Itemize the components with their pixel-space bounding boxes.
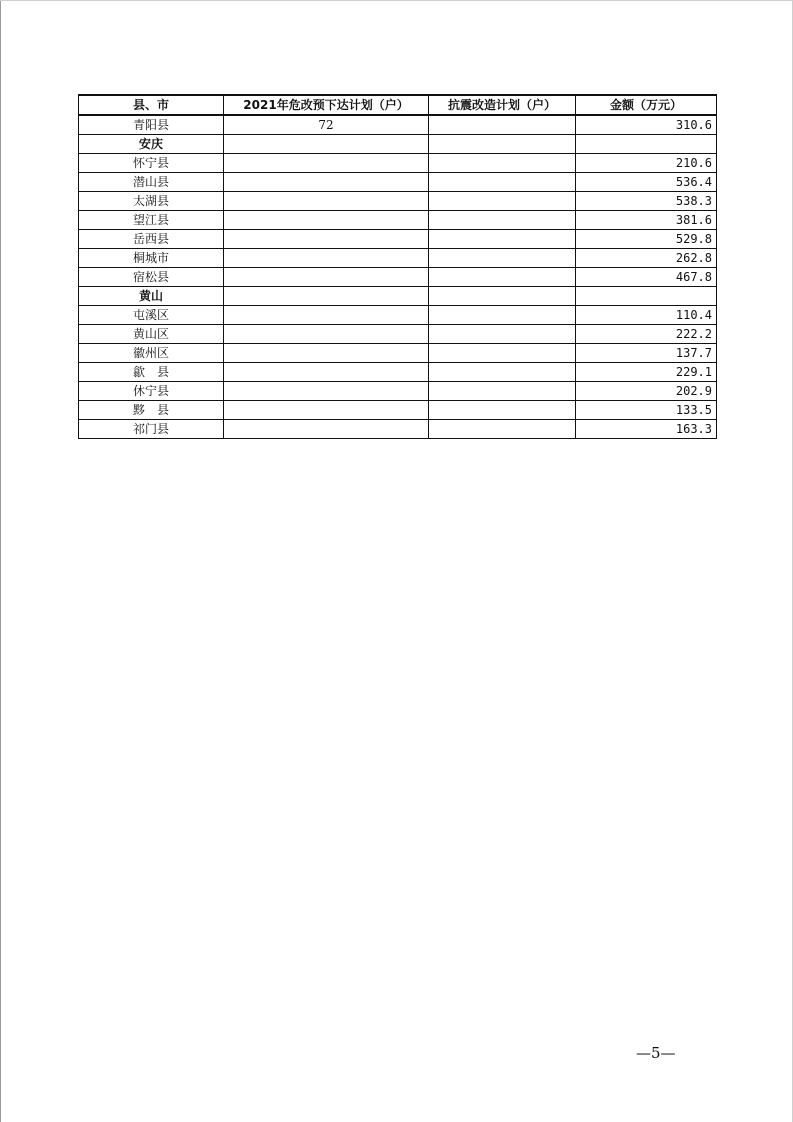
amount-cell: [576, 287, 717, 306]
quake-plan-cell: [429, 344, 576, 363]
amount-cell: 467.8: [576, 268, 717, 287]
quake-plan-cell: [429, 306, 576, 325]
amount-cell: 262.8: [576, 249, 717, 268]
table-row: [79, 325, 717, 344]
page-border: [0, 0, 1, 1122]
quake-plan-cell: [429, 420, 576, 439]
quake-plan-cell: [429, 211, 576, 230]
quake-plan-cell: [429, 135, 576, 154]
table-row: [79, 115, 717, 135]
plan-2021-cell: [224, 135, 429, 154]
plan-2021-cell: [224, 154, 429, 173]
quake-plan-cell: [429, 173, 576, 192]
table-row: [79, 401, 717, 420]
quake-plan-cell: [429, 154, 576, 173]
housing-plan-table: [78, 94, 717, 439]
county-name-cell: 徽州区: [79, 344, 224, 363]
group-name-cell: 黄山: [79, 287, 224, 306]
amount-cell: 210.6: [576, 154, 717, 173]
plan-2021-cell: [224, 287, 429, 306]
table-body: [79, 115, 717, 439]
page-number: —5—: [636, 1044, 676, 1062]
table-row: [79, 249, 717, 268]
plan-2021-cell: [224, 173, 429, 192]
amount-cell: 536.4: [576, 173, 717, 192]
quake-plan-cell: [429, 115, 576, 135]
quake-plan-cell: [429, 382, 576, 401]
amount-cell: 133.5: [576, 401, 717, 420]
header-county: 县、市: [79, 95, 224, 115]
county-name-cell: 祁门县: [79, 420, 224, 439]
table-group-row: [79, 135, 717, 154]
amount-cell: 137.7: [576, 344, 717, 363]
page-border-top: [0, 0, 793, 1]
amount-cell: 229.1: [576, 363, 717, 382]
table-row: [79, 211, 717, 230]
amount-cell: 222.2: [576, 325, 717, 344]
quake-plan-cell: [429, 363, 576, 382]
plan-2021-cell: [224, 211, 429, 230]
county-name-cell: 桐城市: [79, 249, 224, 268]
table-row: [79, 230, 717, 249]
county-name-cell: 黟 县: [79, 401, 224, 420]
header-plan-2021: 2021年危改预下达计划（户）: [224, 95, 429, 115]
amount-cell: 529.8: [576, 230, 717, 249]
amount-cell: 110.4: [576, 306, 717, 325]
plan-2021-cell: [224, 268, 429, 287]
table-row: [79, 154, 717, 173]
quake-plan-cell: [429, 192, 576, 211]
amount-cell: 538.3: [576, 192, 717, 211]
plan-2021-cell: [224, 306, 429, 325]
county-name-cell: 怀宁县: [79, 154, 224, 173]
county-name-cell: 太湖县: [79, 192, 224, 211]
table-row: [79, 306, 717, 325]
header-amount: 金额（万元）: [576, 95, 717, 115]
amount-cell: 202.9: [576, 382, 717, 401]
plan-2021-cell: [224, 420, 429, 439]
group-name-cell: 安庆: [79, 135, 224, 154]
county-name-cell: 黄山区: [79, 325, 224, 344]
county-name-cell: 岳西县: [79, 230, 224, 249]
plan-2021-cell: [224, 401, 429, 420]
table-row: [79, 268, 717, 287]
table-row: [79, 344, 717, 363]
table-header-row: [79, 95, 717, 115]
county-name-cell: 望江县: [79, 211, 224, 230]
quake-plan-cell: [429, 401, 576, 420]
plan-2021-cell: [224, 249, 429, 268]
plan-2021-cell: [224, 363, 429, 382]
plan-2021-cell: [224, 230, 429, 249]
county-name-cell: 歙 县: [79, 363, 224, 382]
quake-plan-cell: [429, 325, 576, 344]
table-row: [79, 173, 717, 192]
quake-plan-cell: [429, 268, 576, 287]
county-name-cell: 潜山县: [79, 173, 224, 192]
table-row: [79, 192, 717, 211]
plan-2021-cell: 72: [224, 115, 429, 135]
quake-plan-cell: [429, 249, 576, 268]
table-row: [79, 382, 717, 401]
county-name-cell: 青阳县: [79, 115, 224, 135]
amount-cell: 310.6: [576, 115, 717, 135]
quake-plan-cell: [429, 230, 576, 249]
plan-2021-cell: [224, 192, 429, 211]
table-row: [79, 363, 717, 382]
header-quake-plan: 抗震改造计划（户）: [429, 95, 576, 115]
amount-cell: [576, 135, 717, 154]
table-group-row: [79, 287, 717, 306]
county-name-cell: 休宁县: [79, 382, 224, 401]
plan-2021-cell: [224, 382, 429, 401]
table-row: [79, 420, 717, 439]
plan-2021-cell: [224, 344, 429, 363]
amount-cell: 163.3: [576, 420, 717, 439]
county-name-cell: 屯溪区: [79, 306, 224, 325]
plan-2021-cell: [224, 325, 429, 344]
county-name-cell: 宿松县: [79, 268, 224, 287]
amount-cell: 381.6: [576, 211, 717, 230]
quake-plan-cell: [429, 287, 576, 306]
